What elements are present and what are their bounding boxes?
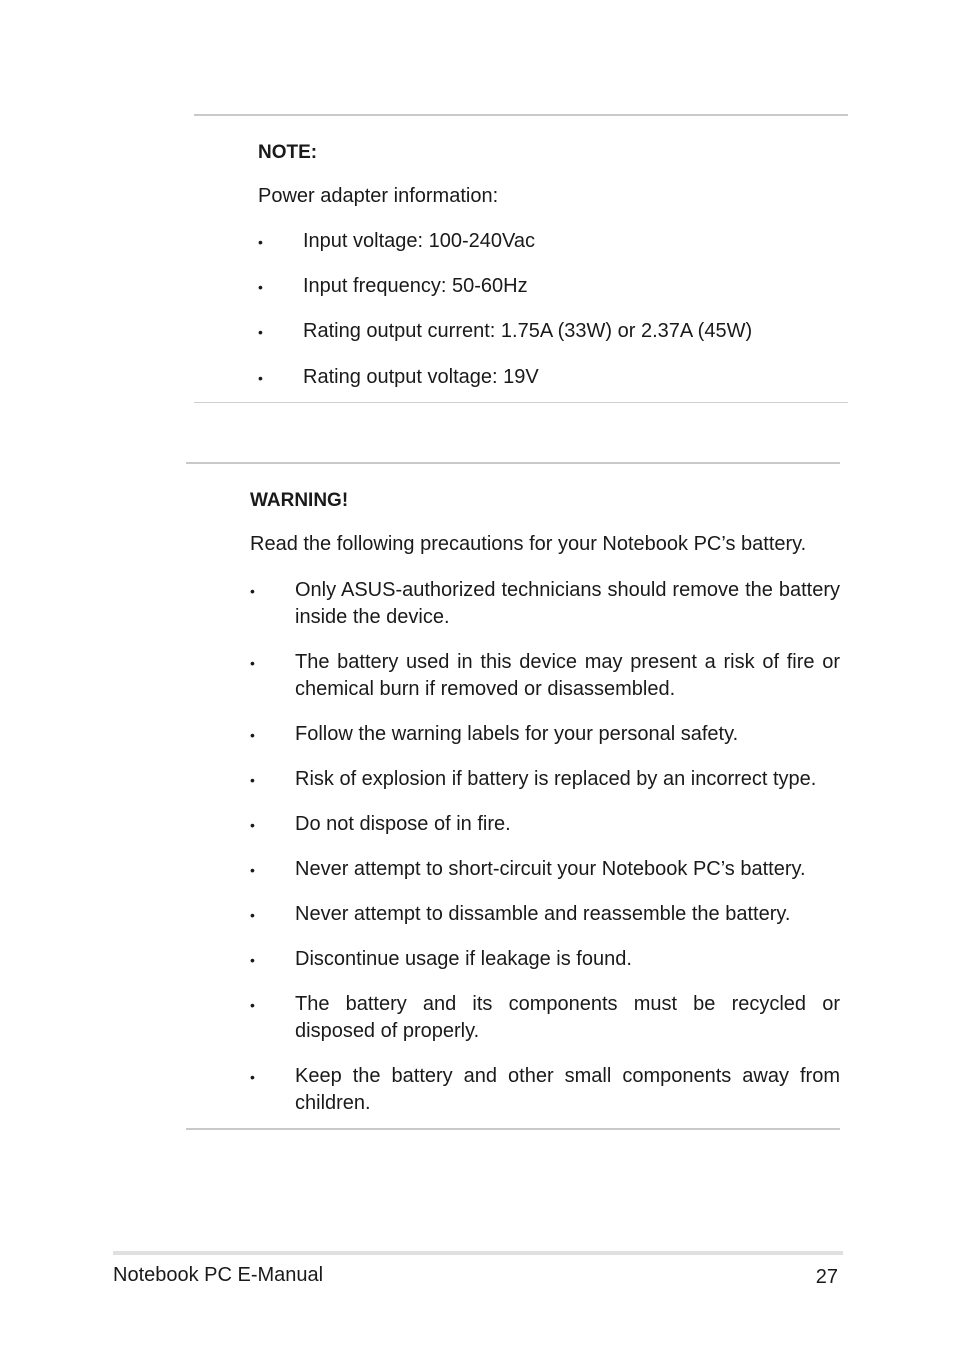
warning-bullet-2: • — [250, 655, 255, 671]
warning-item-9: The battery and its components must be recycled or disposed of properly. — [295, 993, 840, 1042]
note-bullet-4: • — [258, 370, 263, 386]
note-bottom-rule — [194, 402, 848, 403]
warning-bullet-8: • — [250, 952, 255, 968]
note-item-2: Input frequency: 50-60Hz — [303, 275, 528, 297]
note-item-3: Rating output current: 1.75A (33W) or 2.37A (45W) — [303, 320, 753, 342]
warning-item-5: Do not dispose of in fire. — [295, 813, 511, 835]
warning-bullet-7: • — [250, 907, 255, 923]
warning-bullet-5: • — [250, 817, 255, 833]
warning-item-1: Only ASUS-authorized technicians should remove the battery inside the device. — [295, 579, 840, 628]
note-bullet-1: • — [258, 234, 263, 250]
warning-intro: Read the following precautions for your Notebook PC’s battery. — [250, 533, 807, 555]
note-top-rule — [194, 114, 848, 116]
warning-top-rule — [186, 462, 840, 464]
warning-item-6: Never attempt to short-circuit your Notebook PC’s battery. — [295, 858, 806, 880]
note-intro: Power adapter information: — [258, 185, 499, 207]
warning-bullet-3: • — [250, 727, 255, 743]
warning-item-3: Follow the warning labels for your personal safety. — [295, 723, 739, 745]
warning-bullet-4: • — [250, 772, 255, 788]
warning-bottom-rule — [186, 1128, 840, 1130]
footer-page-number: 27 — [815, 1266, 838, 1288]
note-heading: NOTE: — [258, 142, 318, 163]
warning-bullet-6: • — [250, 862, 255, 878]
warning-bullet-1: • — [250, 583, 255, 599]
warning-bullet-9: • — [250, 997, 255, 1013]
warning-heading: WARNING! — [250, 490, 349, 511]
note-item-4: Rating output voltage: 19V — [303, 366, 539, 388]
footer-rule — [113, 1251, 843, 1255]
warning-item-8: Discontinue usage if leakage is found. — [295, 948, 632, 970]
note-bullet-2: • — [258, 279, 263, 295]
warning-item-4: Risk of explosion if battery is replaced by an incorrect type. — [295, 768, 817, 790]
note-bullet-3: • — [258, 324, 263, 340]
warning-item-10: Keep the battery and other small components away from children. — [295, 1065, 840, 1114]
warning-item-7: Never attempt to dissamble and reassemble the battery. — [295, 903, 791, 925]
footer-manual-title: Notebook PC E-Manual — [113, 1264, 324, 1286]
note-item-1: Input voltage: 100-240Vac — [303, 230, 536, 252]
warning-item-2: The battery used in this device may present a risk of fire or chemical burn if removed or disassembled. — [295, 651, 840, 700]
warning-bullet-10: • — [250, 1069, 255, 1085]
